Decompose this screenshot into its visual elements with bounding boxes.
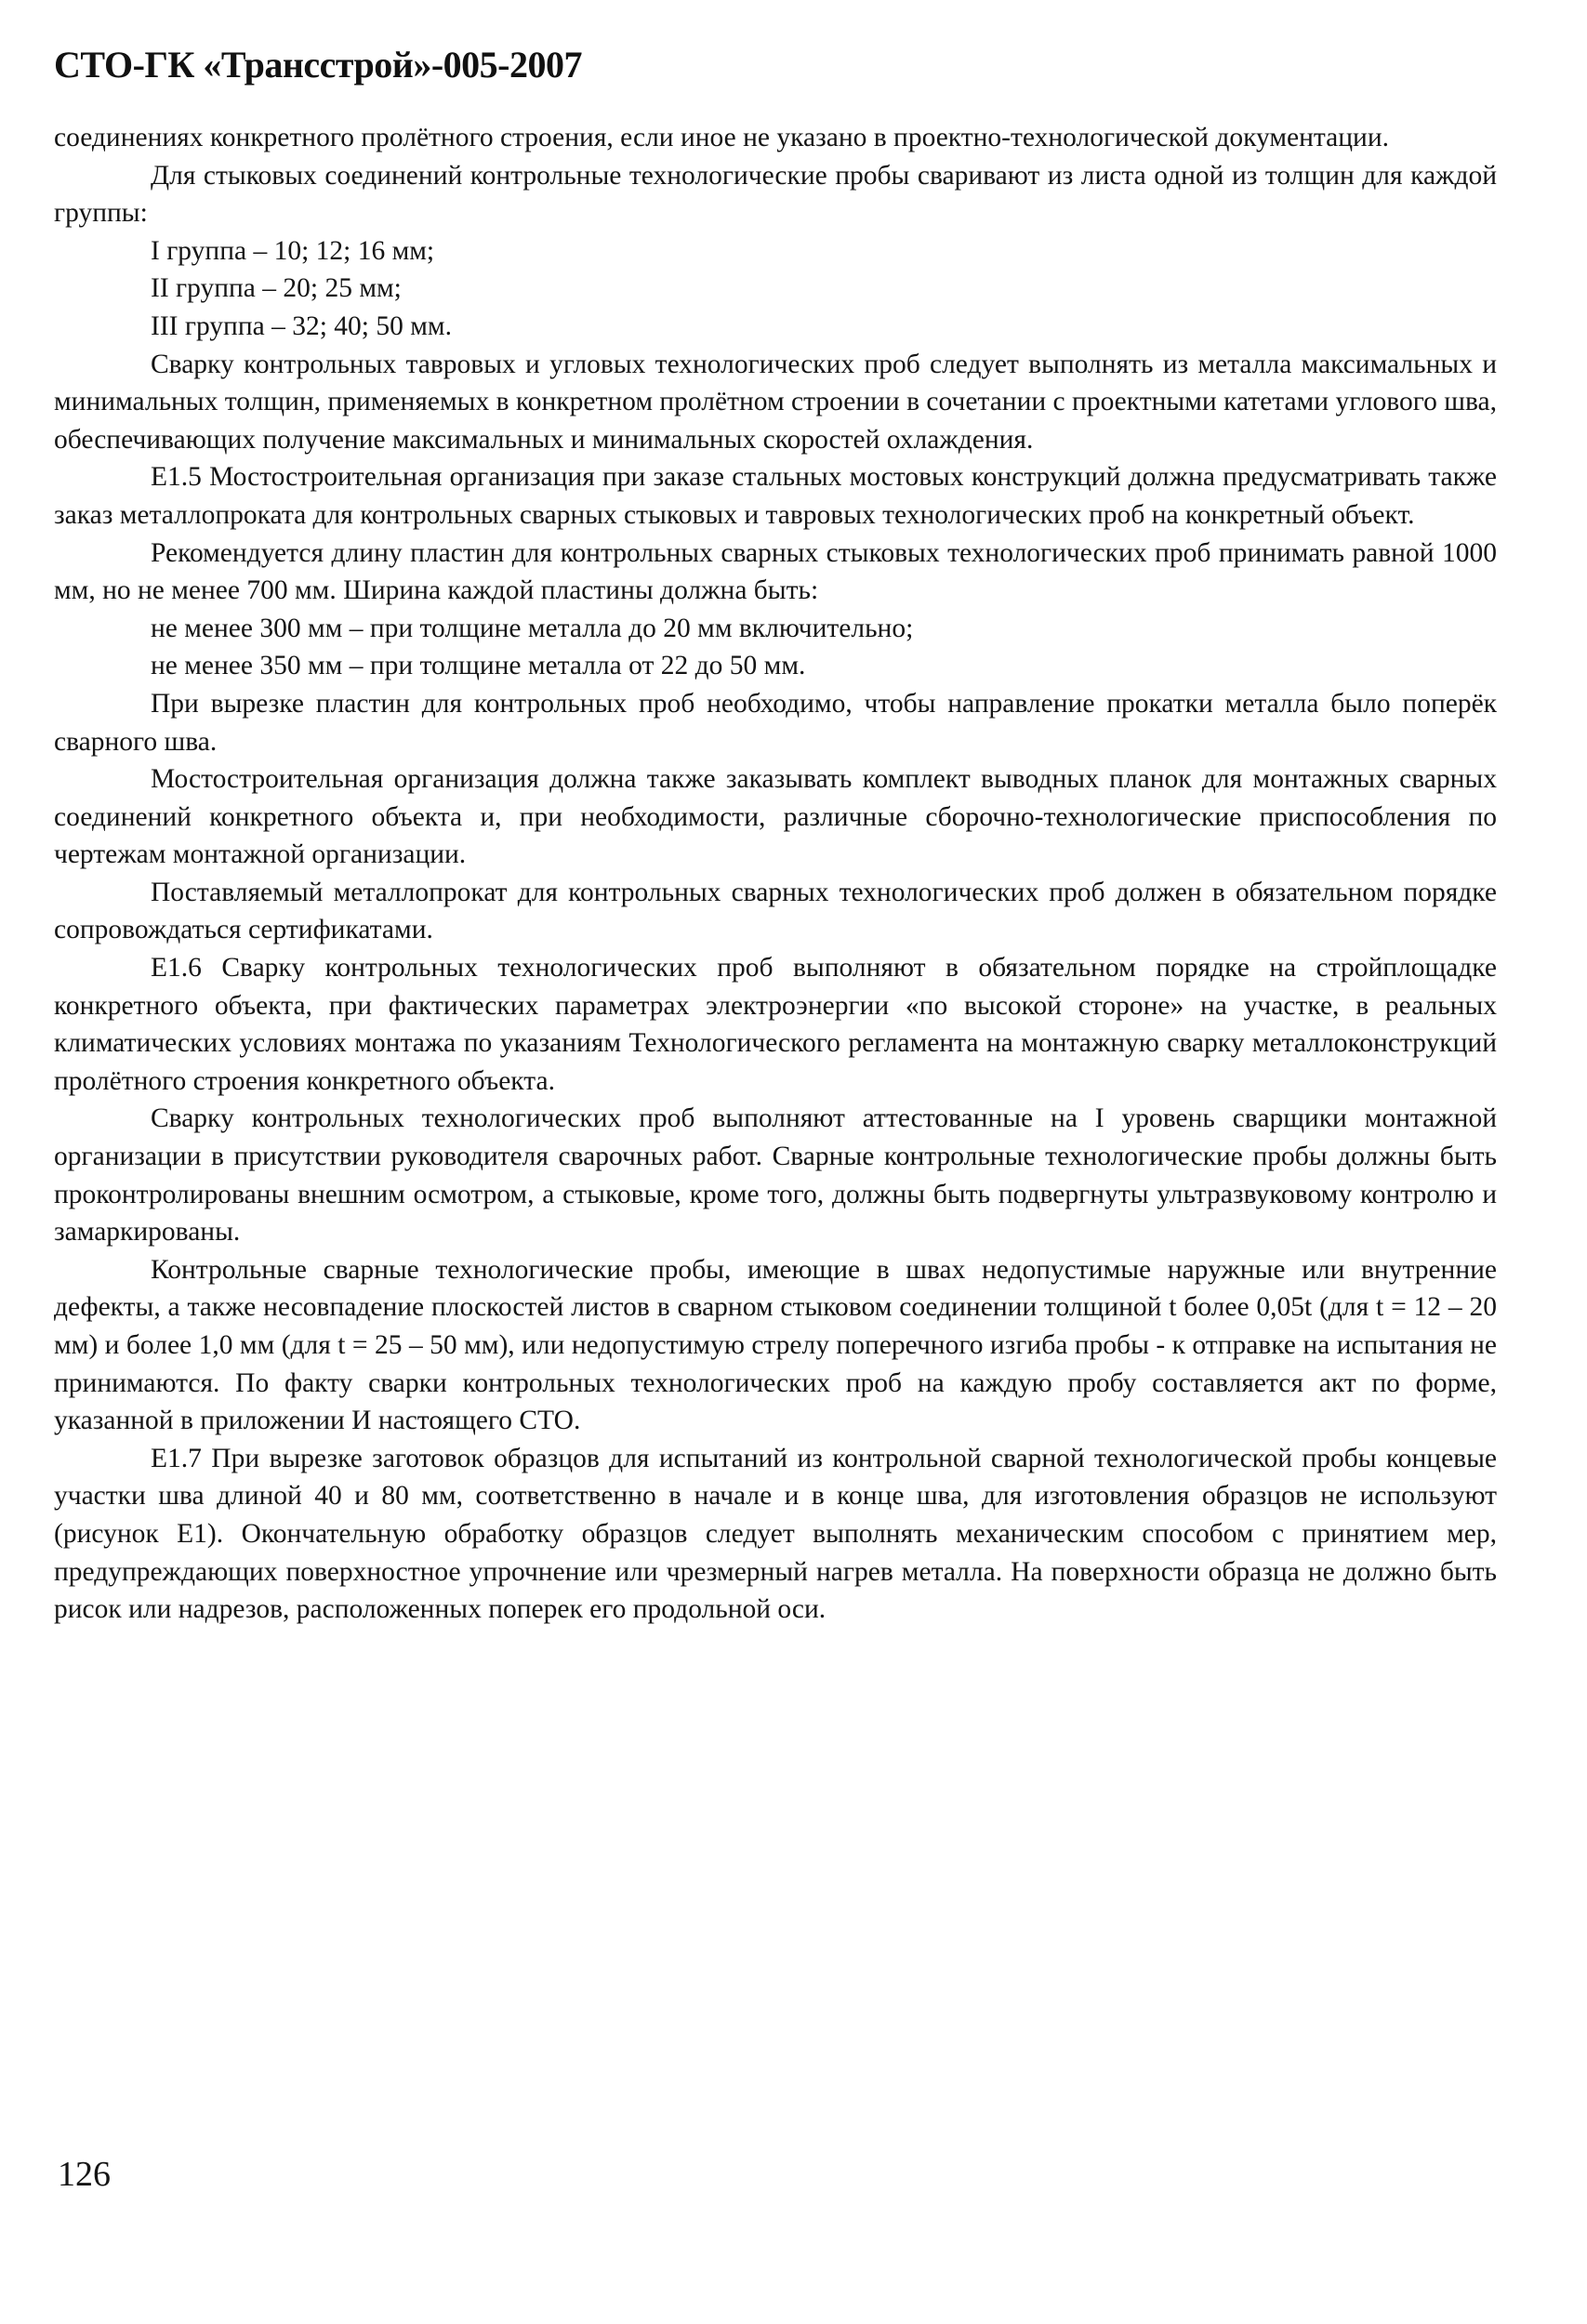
list-item: I группа – 10; 12; 16 мм;: [151, 235, 435, 266]
list-item: не менее 300 мм – при толщине металла до 20 мм включительно;: [151, 613, 914, 643]
list-item: не менее 350 мм – при толщине металла от 22 до 50 мм.: [151, 651, 806, 681]
paragraph: При вырезке пластин для контрольных проб необходимо, чтобы направление прокатки металла было поперёк сварного шва.: [54, 688, 1497, 757]
paragraph: Поставляемый металлопрокат для контрольных сварных технологических проб должен в обязательном порядке сопровождаться сертификатами.: [54, 877, 1497, 945]
document-body: [54, 119, 1497, 1629]
paragraph: Е1.6 Сварку контрольных технологических проб выполняют в обязательном порядке на стройплощадке конкретного объекта, при фактических параметрах электроэнергии «по высокой стороне» на участке, в реальных климатических условиях монтажа по указаниям Технологического регламента на монтажную сварку металлоконструкций пролётного строения конкретного объекта.: [54, 953, 1497, 1096]
paragraph: Мостостроительная организация должна также заказывать комплект выводных планок для монтажных сварных соединений конкретного объекта и, при необходимости, различные сборочно-технологические приспособления по чертежам монтажной организации.: [54, 764, 1497, 870]
paragraph: Рекомендуется длину пластин для контрольных сварных стыковых технологических проб принимать равной 1000 мм, но не менее 700 мм. Ширина каждой пластины должна быть:: [54, 537, 1497, 606]
paragraph: Сварку контрольных технологических проб выполняют аттестованные на I уровень сварщики монтажной организации в присутствии руководителя сварочных работ. Сварные контрольные технологические пробы должны быть проконтролированы внешним осмотром, а стыковые, кроме того, должны быть подвергнуты ультразвуковому контролю и замаркированы.: [54, 1103, 1497, 1248]
paragraph: Контрольные сварные технологические пробы, имеющие в швах недопустимые наружные или внутренние дефекты, а также несовпадение плоскостей листов в сварном стыковом соединении толщиной t более 0,05t (для t = 12 – 20 мм) и более 1,0 мм (для t = 25 – 50 мм), или недопустимую стрелу поперечного изгиба пробы - к отправке на испытания не принимаются. По факту сварки контрольных технологических проб на каждую пробу составляется акт по форме, указанной в приложении И настоящего СТО.: [54, 1254, 1497, 1436]
paragraph: Сварку контрольных тавровых и угловых технологических проб следует выполнять из металла максимальных и минимальных толщин, применяемых в конкретном пролётном строении в сочетании с проектными катетами углового шва, обеспечивающих получение максимальных и минимальных скоростей охлаждения.: [54, 349, 1497, 455]
paragraph: Е1.5 Мостостроительная организация при заказе стальных мостовых конструкций должна предусматривать также заказ металлопроката для контрольных сварных стыковых и тавровых технологических проб на конкретный объект.: [54, 462, 1497, 530]
paragraph: соединениях конкретного пролётного строения, если иное не указано в проектно-технологической документации.: [54, 123, 1390, 152]
document-header-title: СТО-ГК «Трансстрой»-005-2007: [54, 44, 582, 86]
list-item: II группа – 20; 25 мм;: [151, 273, 402, 304]
list-item: III группа – 32; 40; 50 мм.: [151, 310, 452, 341]
paragraph: Е1.7 При вырезке заготовок образцов для испытаний из контрольной сварной технологической пробы концевые участки шва длиной 40 и 80 мм, соответственно в начале и в конце шва, для изготовления образцов не используют (рисунок Е1). Окончательную обработку образцов следует выполнять механическим способом с принятием мер, предупреждающих поверхностное упрочнение или чрезмерный нагрев металла. На поверхности образца не должно быть рисок или надрезов, расположенных поперек его продольной оси.: [54, 1443, 1497, 1625]
paragraph: Для стыковых соединений контрольные технологические пробы сваривают из листа одной из толщин для каждой группы:: [54, 160, 1497, 229]
page-number: 126: [58, 2155, 111, 2194]
